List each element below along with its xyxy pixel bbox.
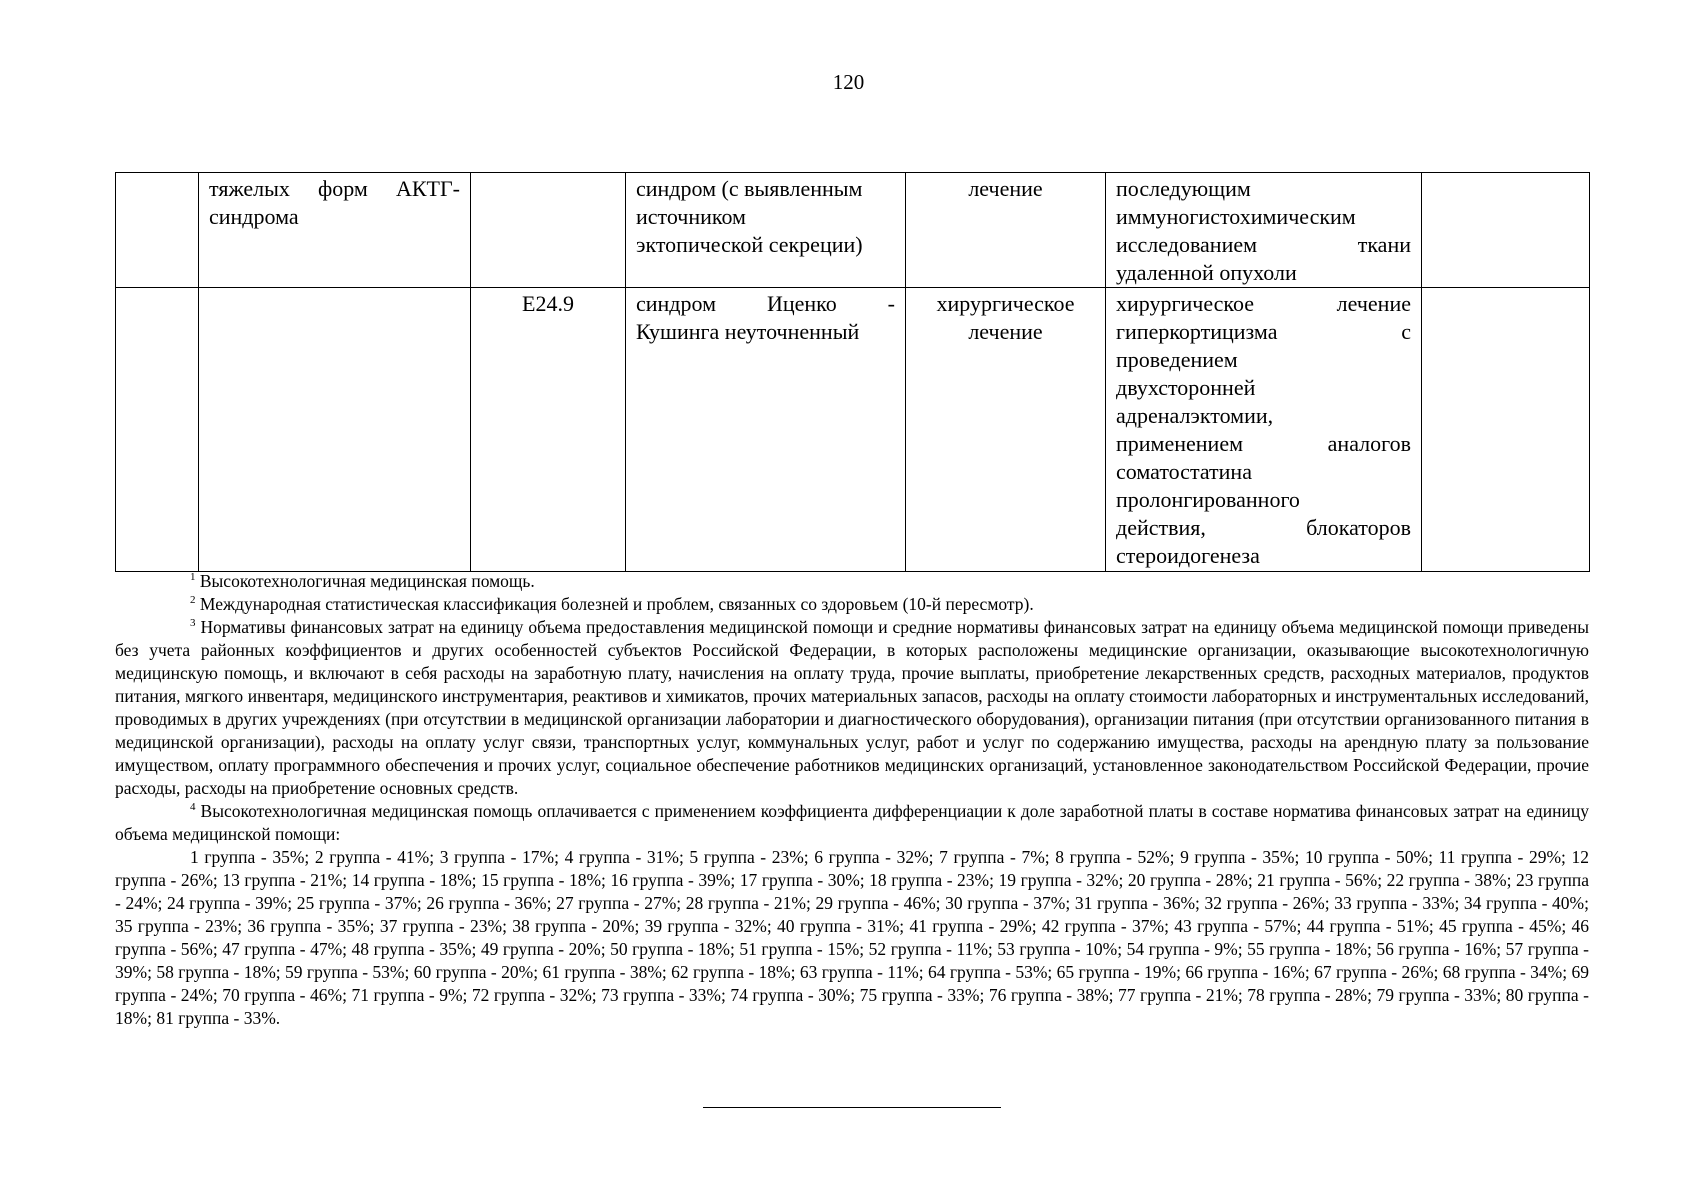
table-cell-model xyxy=(626,173,906,288)
cell-line: гиперкортицизма с xyxy=(1116,319,1411,344)
table-cell-treatment xyxy=(906,288,1106,572)
group-coefficients: 1 группа - 35%; 2 группа - 41%; 3 группа - 17%; 4 группа - 31%; 5 группа - 23%; 6 группа - 32%; 7 группа - 7%; 8 группа - 52%; 9 группа - 35%; 10 группа - 50%; 11 группа - 29%; 12 группа - 26%; 13 группа - 21%; 14 группа - 18%; 15 группа - 18%; 16 группа - 39%; 17 группа - 30%; 18 группа - 23%; 19 группа - 32%; 20 группа - 28%; 21 группа - 56%; 22 группа - 38%; 23 группа - 24%; 24 группа - 39%; 25 группа - 37%; 26 группа - 36%; 27 группа - 27%; 28 группа - 21%; 29 группа - 46%; 30 группа - 37%; 31 группа - 36%; 32 группа - 26%; 33 группа - 33%; 34 группа - 40%; 35 группа - 23%; 36 группа - 35%; 37 группа - 23%; 38 группа - 20%; 39 группа - 32%; 40 группа - 31%; 41 группа - 29%; 42 группа - 37%; 43 группа - 57%; 44 группа - 51%; 45 группа - 45%; 46 группа - 56%; 47 группа - 47%; 48 группа - 35%; 49 группа - 20%; 50 группа - 18%; 51 группа - 15%; 52 группа - 11%; 53 группа - 10%; 54 группа - 9%; 55 группа - 18%; 56 группа - 16%; 57 группа - 39%; 58 группа - 18%; 59 группа - 53%; 60 группа - 20%; 61 группа - 38%; 62 группа - 18%; 63 группа - 11%; 64 группа - 53%; 65 группа - 19%; 66 группа - 16%; 67 группа - 26%; 68 группа - 34%; 69 группа - 24%; 70 группа - 46%; 71 группа - 9%; 72 группа - 32%; 73 группа - 33%; 74 группа - 30%; 75 группа - 33%; 76 группа - 38%; 77 группа - 21%; 78 группа - 28%; 79 группа - 33%; 80 группа - 18%; 81 группа - 33%. xyxy=(115,847,1589,1028)
table-cell-treatment: лечение xyxy=(906,173,1106,288)
cell-line: синдром (с выявленным xyxy=(636,176,863,201)
cell-line: иммуногистохимическим xyxy=(1116,204,1356,229)
cell-line: лечение xyxy=(968,319,1043,344)
cell-line: синдром Иценко - xyxy=(636,291,895,316)
footnote-2 xyxy=(115,593,1589,616)
footnote-text: Высокотехнологичная медицинская помощь. xyxy=(199,571,535,591)
cell-line: действия, блокаторов xyxy=(1116,515,1411,540)
cell-line: двухсторонней xyxy=(1116,375,1256,400)
table-cell-code xyxy=(471,173,626,288)
cell-line: тяжелых форм АКТГ- xyxy=(209,176,460,201)
footnote-mark: 3 xyxy=(190,617,196,629)
footnote-mark: 2 xyxy=(190,594,196,606)
table-cell-code: E24.9 xyxy=(471,288,626,572)
cell-line: применением аналогов xyxy=(1116,431,1411,456)
table-cell-method xyxy=(1106,173,1422,288)
closing-rule xyxy=(703,1107,1001,1108)
cell-line: адреналэктомии, xyxy=(1116,403,1274,428)
page-number: 120 xyxy=(832,70,865,94)
table-row xyxy=(116,288,1590,572)
footnote-1 xyxy=(115,570,1589,593)
cell-line: эктопической секреции) xyxy=(636,232,863,257)
table-cell-method xyxy=(1106,288,1422,572)
table-cell-empty xyxy=(199,288,471,572)
cell-line: стероидогенеза xyxy=(1116,543,1260,568)
data-table xyxy=(115,172,1590,572)
table-cell-empty xyxy=(1422,288,1590,572)
cell-line: соматостатина xyxy=(1116,459,1252,484)
table-cell-name xyxy=(199,173,471,288)
footnotes xyxy=(115,570,1589,1030)
footnote-text: Высокотехнологичная медицинская помощь оплачивается с применением коэффициента дифференциации к доле заработной платы в составе норматива финансовых затрат на единицу объема медицинской помощи: xyxy=(115,801,1589,844)
table-cell-model xyxy=(626,288,906,572)
footnote-mark: 4 xyxy=(190,801,196,813)
cell-line: хирургическое лечение xyxy=(1116,291,1411,316)
footnote-text: Международная статистическая классификация болезней и проблем, связанных со здоровьем (10-й пересмотр). xyxy=(199,594,1034,614)
cell-line: пролонгированного xyxy=(1116,487,1300,512)
footnote-4 xyxy=(115,800,1589,846)
footnote-mark: 1 xyxy=(190,571,196,583)
cell-line: синдрома xyxy=(209,204,299,229)
cell-line: последующим xyxy=(1116,176,1251,201)
table-row xyxy=(116,173,1590,288)
table-cell-empty xyxy=(116,288,199,572)
cell-line: Кушинга неуточненный xyxy=(636,319,860,344)
cell-line: проведением xyxy=(1116,347,1238,372)
cell-line: хирургическое xyxy=(936,291,1075,316)
footnote-text: Нормативы финансовых затрат на единицу объема предоставления медицинской помощи и средние нормативы финансовых затрат на единицу объема медицинской помощи приведены без учета районных коэффициентов и других особенностей субъектов Российской Федерации, в которых расположены медицинские организации, оказывающие высокотехнологичную медицинскую помощь, и включают в себя расходы на заработную плату, начисления на оплату труда, прочие выплаты, приобретение лекарственных средств, расходных материалов, продуктов питания, мягкого инвентаря, медицинского инструментария, реактивов и химикатов, прочих материальных запасов, расходы на оплату стоимости лабораторных и инструментальных исследований, проводимых в других учреждениях (при отсутствии в медицинской организации лаборатории и диагностического оборудования), организации питания (при отсутствии организованного питания в медицинской организации), расходы на оплату услуг связи, транспортных услуг, коммунальных услуг, работ и услуг по содержанию имущества, расходы на арендную плату за пользование имуществом, оплату программного обеспечения и прочих услуг, социальное обеспечение работников медицинских организаций, установленное законодательством Российской Федерации, прочие расходы, расходы на приобретение основных средств. xyxy=(115,617,1589,798)
cell-line: источником xyxy=(636,204,746,229)
cell-line: исследованием ткани xyxy=(1116,232,1411,257)
footnote-3 xyxy=(115,616,1589,800)
cell-line: удаленной опухоли xyxy=(1116,260,1297,285)
table-cell-empty xyxy=(116,173,199,288)
table-cell-empty xyxy=(1422,173,1590,288)
